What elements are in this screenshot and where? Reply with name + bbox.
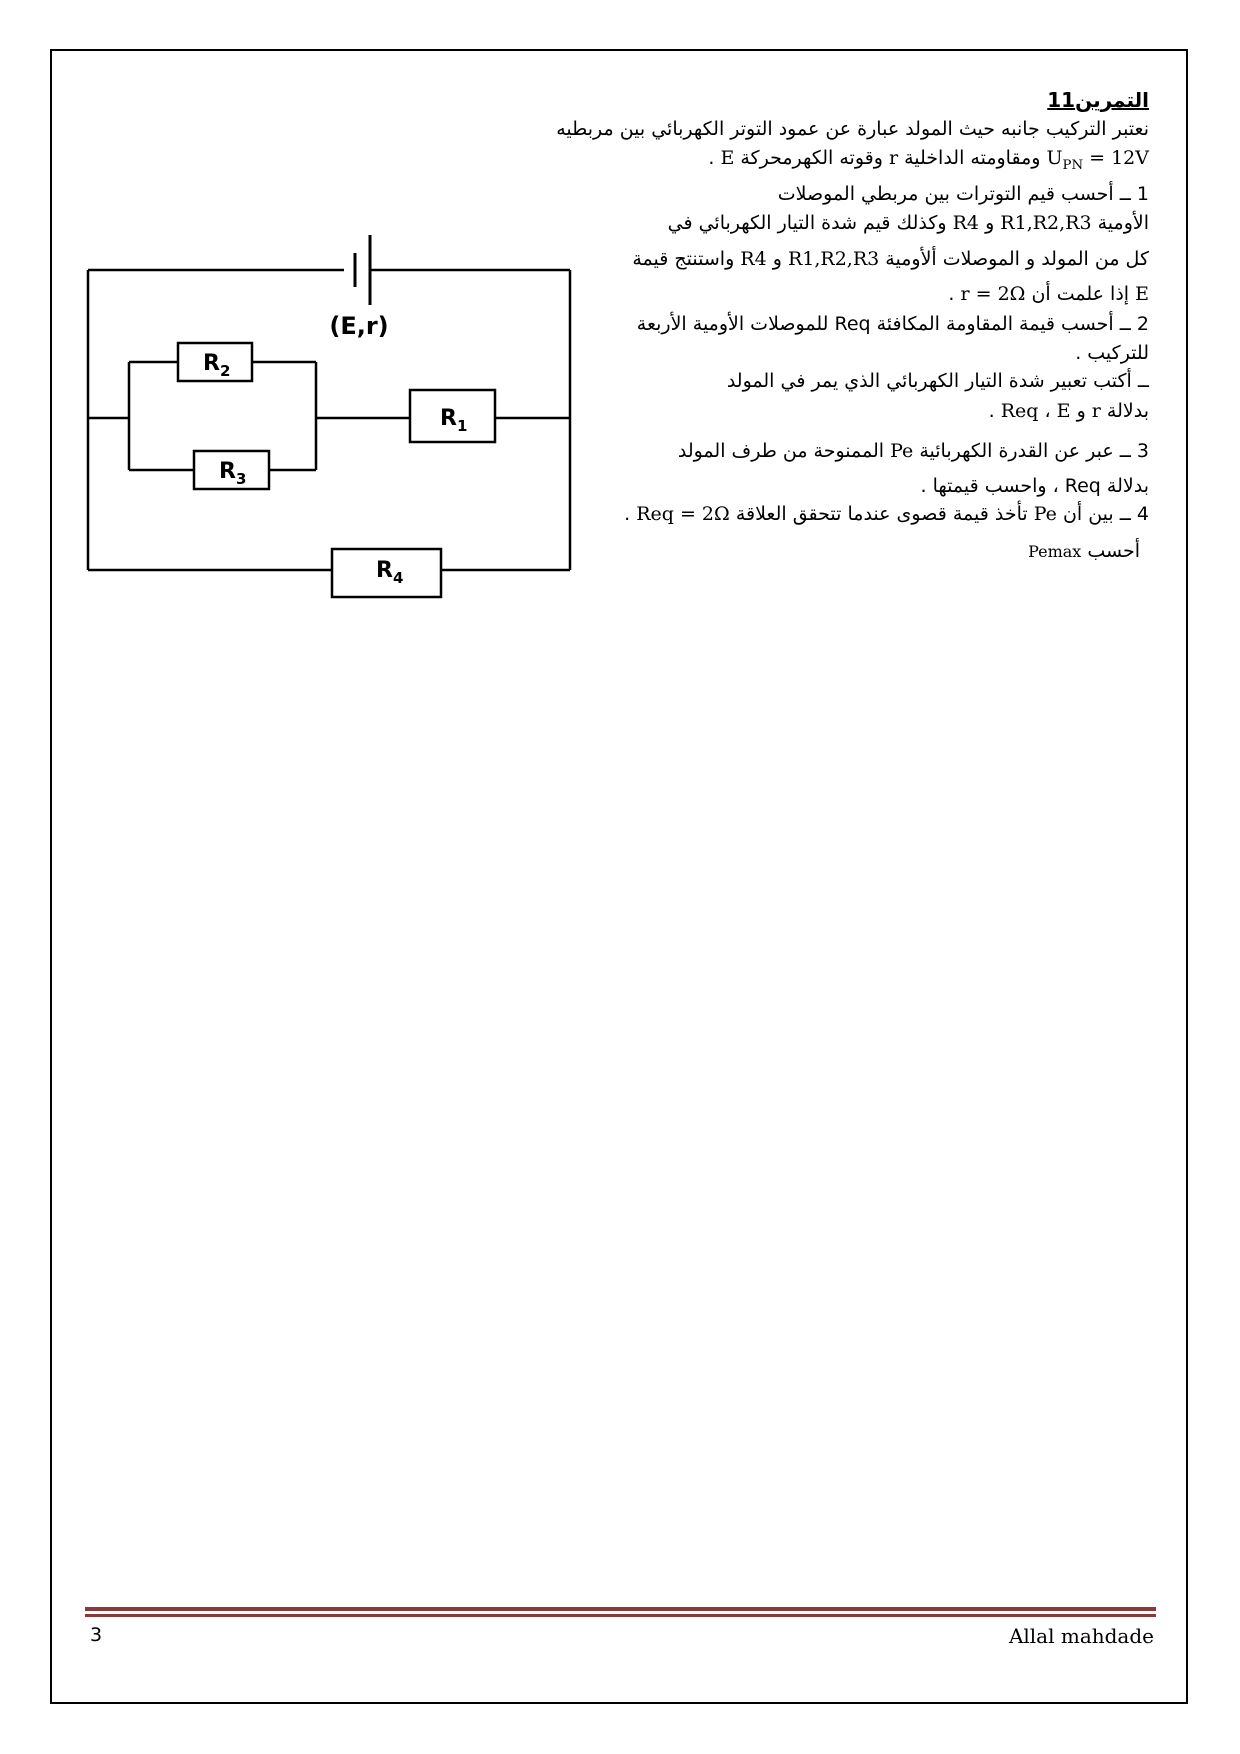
intro-text-internal: ومقاومته الداخلية	[904, 147, 1041, 169]
req-relation: Req = 2Ω	[636, 503, 730, 525]
pemax-symbol: Pemax	[1028, 542, 1082, 561]
q1-line-4	[948, 283, 1149, 305]
r-symbol: r	[888, 147, 899, 169]
q4-calc: أحسب	[1087, 540, 1140, 562]
q2b-line-2	[989, 400, 1149, 422]
label-r3: $R_3$	[219, 459, 247, 488]
label-r2: $R_2$	[203, 351, 231, 380]
q2b-function: بدلالة	[1106, 400, 1149, 422]
q2-line-1	[637, 313, 1149, 335]
pe-symbol: Pe	[890, 440, 914, 462]
upn-symbol: $U_{PN} = 12V$	[1046, 147, 1149, 173]
page-number: 3	[90, 1624, 103, 1646]
e-symbol: E	[720, 147, 735, 169]
q3-express: 3 ــ عبر عن القدرة الكهربائية	[919, 440, 1149, 462]
period-3: .	[988, 400, 995, 422]
q4-maximum: تأخذ قيمة قصوى عندما تتحقق العلاقة	[735, 503, 1028, 525]
period: .	[708, 147, 715, 169]
r4-symbol-2: R4	[740, 248, 767, 270]
pe-symbol-2: Pe	[1033, 503, 1057, 525]
q2-line-2: للتركيب .	[1075, 342, 1149, 364]
period-2: .	[948, 283, 955, 305]
q3-function: بدلالة	[1106, 475, 1149, 497]
footer-rule-thin	[85, 1614, 1156, 1617]
q1-knowing: إذا علمت أن	[1031, 283, 1130, 305]
generator-label: (E,r)	[329, 312, 389, 340]
q4-line-1	[624, 503, 1149, 525]
q3-given: الممنوحة من طرف المولد	[677, 440, 885, 462]
footer-rule	[85, 1607, 1156, 1611]
q1-each: كل من المولد و الموصلات ألأومية	[885, 248, 1149, 270]
label-r1: $R_1$	[440, 406, 468, 435]
q1-line-3	[632, 248, 1149, 270]
q1-deduce: واستنتج قيمة	[632, 248, 735, 270]
e-symbol-2: E	[1135, 283, 1149, 305]
label-r4: $R_4$	[376, 558, 404, 587]
intro-text-emf: وقوته الكهرمحركة	[740, 147, 883, 169]
q1-line-2	[668, 212, 1149, 234]
q4-show: 4 ــ بين أن	[1062, 503, 1149, 525]
req-symbol: Req	[834, 313, 871, 335]
r4-symbol: R4	[952, 212, 980, 234]
r-value: r = 2Ω	[960, 283, 1026, 305]
intro-line-2	[708, 147, 1149, 173]
q3-line-2	[921, 475, 1149, 497]
exercise-title: التمرين11	[1047, 88, 1149, 112]
r123-symbol: R1,R2,R3	[1000, 212, 1092, 234]
q1-line-1: 1 ــ أحسب قيم التوترات بين مربطي الموصلات	[777, 183, 1149, 205]
period-4: .	[624, 503, 631, 525]
author-name: Allal mahdade	[1008, 1624, 1154, 1648]
and-word: و	[985, 212, 995, 234]
req-symbol-2: Req	[1064, 475, 1101, 497]
r123-symbol-2: R1,R2,R3	[787, 248, 880, 270]
q1-currents: وكذلك قيم شدة التيار الكهربائي في	[667, 212, 947, 234]
q2-four: للموصلات الأومية الأربعة	[636, 313, 829, 335]
q2-calc: 2 ــ أحسب قيمة المقاومة المكافئة	[876, 313, 1149, 335]
q3-calc: ، واحسب قيمتها .	[920, 475, 1059, 497]
q2b-vars: Req ، E و r	[1000, 400, 1101, 422]
q1-ohmic: الأومية	[1097, 212, 1149, 234]
q3-line-1	[678, 440, 1149, 462]
q2b-line-1: ــ أكتب تعبير شدة التيار الكهربائي الذي يمر في المولد	[726, 370, 1149, 392]
circuit-diagram	[80, 225, 580, 610]
intro-line-1: نعتبر التركيب جانبه حيث المولد عبارة عن عمود التوتر الكهربائي بين مربطيه	[556, 118, 1149, 140]
q4-line-2	[1028, 540, 1140, 562]
and-word-2: و	[772, 248, 782, 270]
